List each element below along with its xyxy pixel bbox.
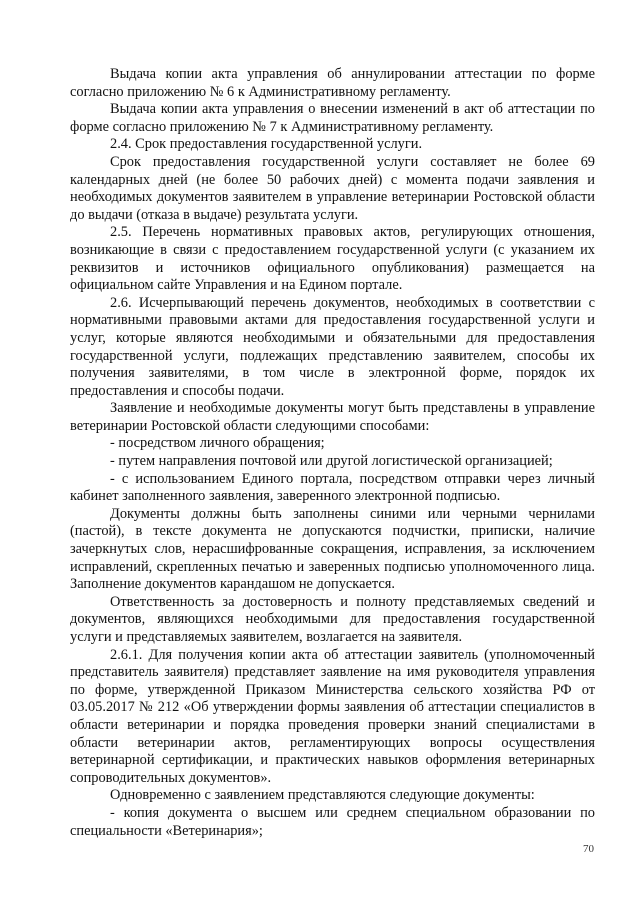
- section-heading-2-4: 2.4. Срок предоставления государственной услуги.: [110, 136, 423, 153]
- paragraph-attached-documents: Одновременно с заявлением представляются следующие документы:: [110, 787, 535, 804]
- paragraph-service-term: Срок предоставления государственной услуги составляет не более 69 календарных дней (не более 50 рабочих дней) с момента подачи заявления и необходимых документов заявителем в управление ветеринарии Ростовской области до выдачи (отказа в выдаче) результата услуги.: [70, 153, 595, 223]
- page-number: 70: [583, 843, 594, 855]
- paragraph-2-5-legal-acts: 2.5. Перечень нормативных правовых актов, регулирующих отношения, возникающие в связи с предоставлением государственной услуги (с указанием их реквизитов и источников официального опубликования) размещается на официальном сайте Управления и на Едином портале.: [70, 224, 595, 294]
- list-item-education-copy: - копия документа о высшем или среднем специальном образовании по специальности «Ветеринария»;: [70, 804, 595, 839]
- list-item-personal-visit: - посредством личного обращения;: [110, 435, 325, 452]
- list-item-unified-portal: - с использованием Единого портала, посредством отправки через личный кабинет заполненного заявления, заверенного электронной подписью.: [70, 470, 595, 505]
- paragraph-2-6-documents: 2.6. Исчерпывающий перечень документов, необходимых в соответствии с нормативными правовыми актами для предоставления государственной услуги и услуг, которые являются необходимыми и обязательными для предоставления государственной услуги, подлежащих представлению заявителем, способы их получения заявителями, в том числе в электронной форме, порядок их предоставления и способы подачи.: [70, 294, 595, 399]
- paragraph-responsibility: Ответственность за достоверность и полноту представляемых сведений и документов, являющихся необходимыми для предоставления государственной услуги и представляемых заявителем, возлагается на заявителя.: [70, 593, 595, 645]
- paragraph-2-6-1-application: 2.6.1. Для получения копии акта об аттестации заявитель (уполномоченный представитель заявителя) представляет заявление на имя руководителя управления по форме, утвержденной Приказом Министерства сельского хозяйства РФ от 03.05.2017 № 212 «Об утверждении формы заявления об аттестации специалистов в области ветеринарии и порядка проведения проверки знаний специалистами в области ветеринарии актов, регламентирующих вопросы осуществления ветеринарной сертификации, и практических навыков оформления ветеринарных сопроводительных документов».: [70, 646, 595, 786]
- paragraph-submission-methods: Заявление и необходимые документы могут быть представлены в управление ветеринарии Ростовской области следующими способами:: [70, 400, 595, 434]
- document-body: [70, 66, 595, 840]
- paragraph-filling-rules: Документы должны быть заполнены синими или черными чернилами (пастой), в тексте документа не допускаются подчистки, приписки, наличие зачеркнутых слов, нерасшифрованные сокращения, исправления, за исключением исправлений, скрепленных печатью и заверенных подписью уполномоченного лица. Заполнение документов карандашом не допускается.: [70, 505, 595, 593]
- list-item-postal: - путем направления почтовой или другой логистической организацией;: [110, 453, 553, 470]
- paragraph-amendment-copy: Выдача копии акта управления о внесении изменений в акт об аттестации по форме согласно приложению № 7 к Административному регламенту.: [70, 101, 595, 135]
- paragraph-annulment-copy: Выдача копии акта управления об аннулировании аттестации по форме согласно приложению № 6 к Административному регламенту.: [70, 66, 595, 100]
